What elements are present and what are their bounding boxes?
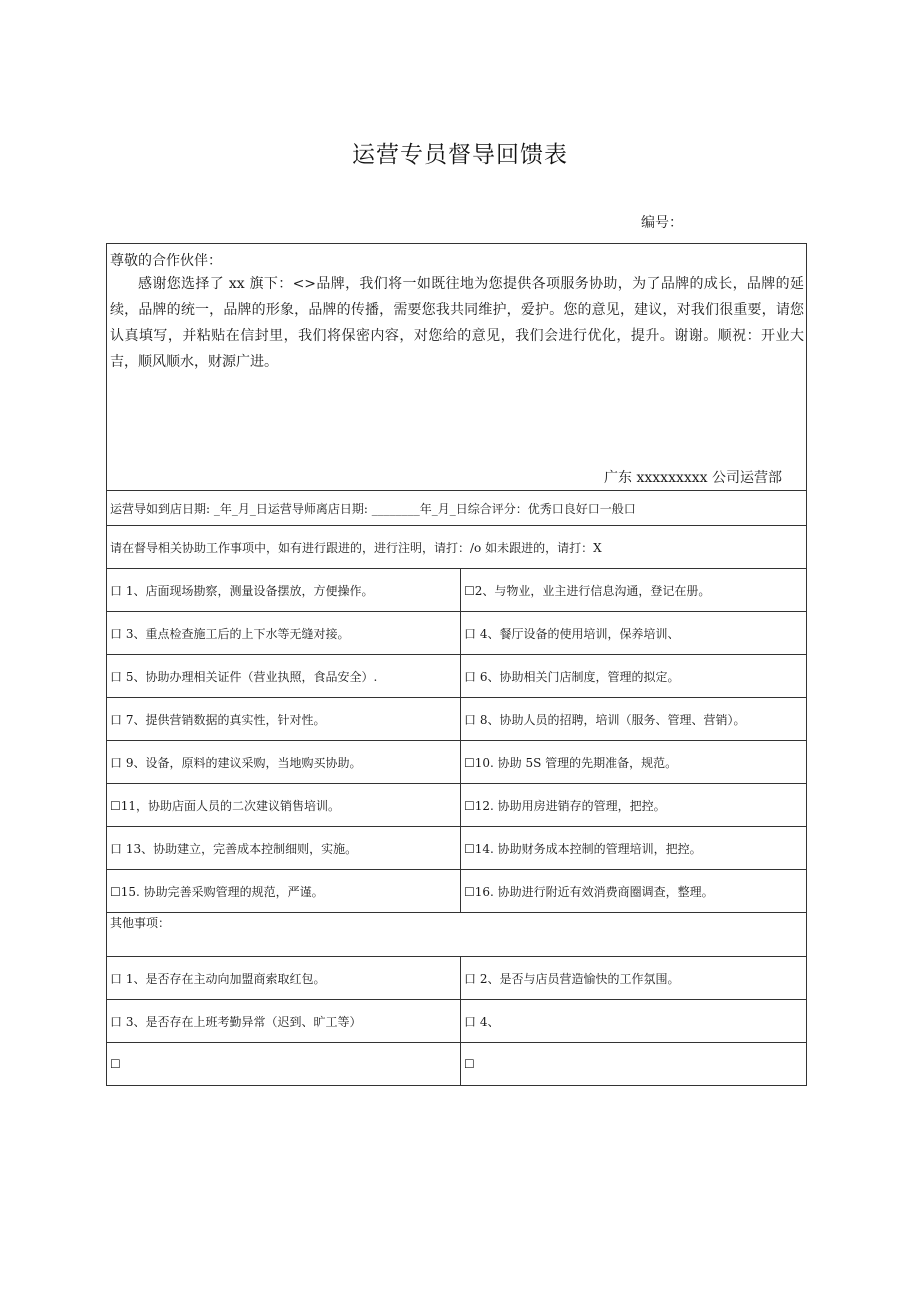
instruction-text: 请在督导相关协助工作事项中，如有进行跟进的，进行注明，请打：/o 如未跟进的，请打：X xyxy=(107,526,807,569)
page-title: 运营专员督导回馈表 xyxy=(352,142,568,168)
visit-dates-rating-field[interactable]: 运营导如到店日期: _年_月_日运营导师离店日期: ________年_月_日综合评分：优秀口良好口一般口 xyxy=(107,491,807,526)
task-checkbox-item[interactable]: 口 1、店面现场勘察，测量设备摆放，方便操作。 xyxy=(107,569,461,612)
other-checkbox-item[interactable]: 口 1、是否存在主动向加盟商索取红包。 xyxy=(107,957,461,1000)
serial-number-label: 编号： xyxy=(641,215,683,231)
task-checkbox-item[interactable]: ☐10. 协助 5S 管理的先期准备，规范。 xyxy=(461,741,807,784)
task-checkbox-item[interactable]: ☐11，协助店面人员的二次建议销售培训。 xyxy=(107,784,461,827)
task-checkbox-item[interactable]: ☐15. 协助完善采购管理的规范，严谨。 xyxy=(107,870,461,913)
other-checkbox-item[interactable]: 口 2、是否与店员营造愉快的工作氛围。 xyxy=(461,957,807,1000)
task-checkbox-item[interactable]: ☐12. 协助用房进销存的管理，把控。 xyxy=(461,784,807,827)
task-checkbox-item[interactable]: 口 6、协助相关门店制度，管理的拟定。 xyxy=(461,655,807,698)
letter-section xyxy=(107,244,807,491)
feedback-form-table xyxy=(106,243,807,1086)
task-checkbox-item[interactable]: 口 3、重点检查施工后的上下水等无缝对接。 xyxy=(107,612,461,655)
task-checkbox-item[interactable]: 口 9、设备，原料的建议采购，当地购买协助。 xyxy=(107,741,461,784)
other-matters-field[interactable]: 其他事项： xyxy=(107,913,807,957)
task-checkbox-item[interactable]: 口 4、餐厅设备的使用培训，保养培训、 xyxy=(461,612,807,655)
other-checkbox-item[interactable]: 口 3、是否存在上班考勤异常（迟到、旷工等） xyxy=(107,1000,461,1043)
task-checkbox-item[interactable]: 口 8、协助人员的招聘，培训（服务、管理、营销）。 xyxy=(461,698,807,741)
task-checkbox-item[interactable]: ☐2、与物业，业主进行信息沟通，登记在册。 xyxy=(461,569,807,612)
task-checkbox-item[interactable]: ☐16. 协助进行附近有效消费商圈调查，整理。 xyxy=(461,870,807,913)
task-checkbox-item[interactable]: ☐14. 协助财务成本控制的管理培训，把控。 xyxy=(461,827,807,870)
letter-greeting: 尊敬的合作伙伴： xyxy=(110,253,222,269)
task-checkbox-item[interactable]: 口 13、协助建立，完善成本控制细则，实施。 xyxy=(107,827,461,870)
blank-checkbox-item[interactable]: ☐ xyxy=(461,1043,807,1086)
letter-body: 感谢您选择了 xx 旗下：<>品牌，我们将一如既往地为您提供各项服务协助，为了品牌的成长，品牌的延续，品牌的统一，品牌的形象，品牌的传播，需要您我共同维护，爱护。您的意见，建议，对我们很重要，请您认真填写，并粘贴在信封里，我们将保密内容，对您给的意见，我们会进行优化，提升。谢谢。顺祝：开业大吉，顺风顺水，财源广进。 xyxy=(110,276,804,370)
blank-checkbox-item[interactable]: ☐ xyxy=(107,1043,461,1086)
other-checkbox-item[interactable]: 口 4、 xyxy=(461,1000,807,1043)
letter-signature: 广东 xxxxxxxxx 公司运营部 xyxy=(604,470,782,486)
task-checkbox-item[interactable]: 口 7、提供营销数据的真实性，针对性。 xyxy=(107,698,461,741)
task-checkbox-item[interactable]: 口 5、协助办理相关证件（营业执照，食品安全）. xyxy=(107,655,461,698)
